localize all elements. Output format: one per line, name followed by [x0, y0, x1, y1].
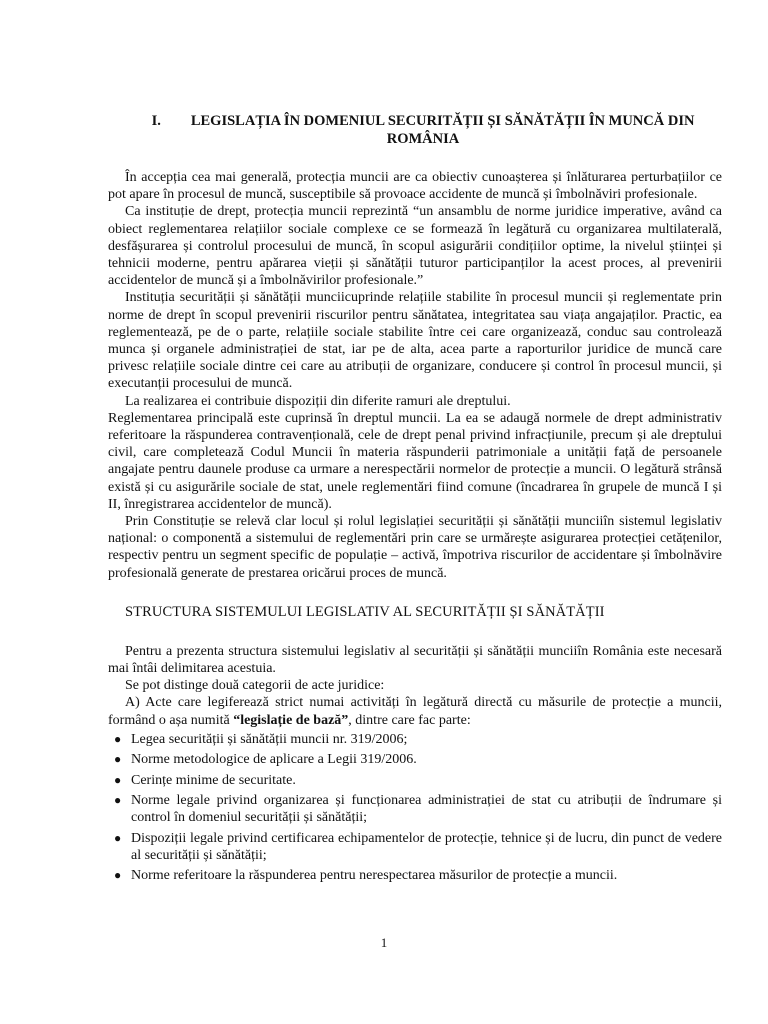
list-item-text: Norme referitoare la răspunderea pentru nerespectarea măsurilor de protecție a muncii. — [131, 868, 618, 884]
list-item-text: Norme legale privind organizarea și funcționarea administrației de stat cu atribuții de îndrumare și control în domeniul securității și sănătății; — [131, 793, 722, 826]
paragraph-structure: Pentru a prezenta structura sistemului legislativ al securității și sănătății munciiîn România este necesară mai întâi delimitarea acestuia. — [108, 643, 722, 677]
paragraph-categories: Se pot distinge două categorii de acte juridice: — [125, 678, 385, 694]
chapter-title-text: LEGISLAȚIA ÎN DOMENIUL SECURITĂȚII ȘI SĂNĂTĂȚII ÎN MUNCĂ DIN ROMÂNIA — [190, 113, 695, 147]
bullet-icon: ● — [114, 731, 122, 746]
category-a-bold-term: “legislație de bază” — [233, 712, 349, 728]
list-item-text: Norme metodologice de aplicare a Legii 319/2006. — [131, 752, 417, 768]
paragraph-institution: Instituția securității și sănătății munciicuprinde relațiile stabilite în procesul muncii și reglementate prin norme de drept în scopul prevenirii riscurilor pentru sănătatea, integritatea sau viața angajaților. Practic, ea reglementează, pe de o parte, relațiile sociale stabilite între cei care organizează, conduc sau controlează munca și organele administrației de stat, iar pe de alta, acea parte a raporturilor juridice de muncă care privesc relațiile sociale dintre cei care au atribuții de organizare, conducere și control în procesul muncii, și executanții procesului de muncă. — [108, 290, 722, 392]
list-item — [108, 830, 722, 864]
list-item-text: Legea securității și sănătății muncii nr. 319/2006; — [131, 731, 408, 747]
base-legislation-list — [108, 731, 722, 885]
bullet-icon: ● — [114, 772, 122, 787]
bullet-icon: ● — [114, 868, 122, 883]
paragraph-constitution: Prin Constituție se relevă clar locul și rolul legislației securității și sănătății munciiîn sistemul legislativ național: o componentă a sistemului de reglementări prin care se urmărește asigurarea protecției cetățenilor, respectiv pentru un segment specific de populație – activă, împotriva riscurilor de accidentare și îmbolnăvire profesională generate de prestarea oricărui proces de muncă. — [108, 514, 722, 581]
category-a-text: A) Acte care legiferează strict numai activități în legătură directă cu măsurile de protecție a muncii, formând o așa numită — [108, 695, 722, 728]
paragraph-intro: În accepția cea mai generală, protecția muncii are ca obiectiv cunoașterea și înlăturarea perturbațiilor ce pot apare în procesul de muncă, susceptibile să provoace accidente de muncă și îmbolnăviri profesionale. — [108, 170, 722, 203]
list-item — [108, 731, 722, 748]
chapter-title — [108, 112, 722, 148]
bullet-icon: ● — [114, 830, 122, 845]
list-item — [108, 792, 722, 826]
paragraph-contribution: La realizarea ei contribuie dispoziții din diferite ramuri ale dreptului. — [125, 393, 511, 409]
list-item — [108, 751, 722, 768]
paragraph-definition: Ca instituție de drept, protecția muncii reprezintă “un ansamblu de norme juridice imperative, având ca obiect reglementarea relațiilor sociale complexe ce se formează în legătură cu organizarea multilaterală, desfășurarea și controlul procesului de muncă, în scopul asigurării condițiilor optime, la nivelul științei și tehnicii moderne, pentru apărarea vieții și sănătății tuturor participanților la acest proces, al prevenirii accidentelor de muncă și a îmbolnăvirilor profesionale.” — [108, 204, 722, 289]
chapter-number: I. — [151, 113, 161, 129]
list-item-text: Dispoziții legale privind certificarea echipamentelor de protecție, tehnice și de lucru, din punct de vedere al securității și sănătății; — [131, 830, 722, 863]
page-number: 1 — [380, 935, 388, 950]
paragraph-category-a — [108, 694, 722, 728]
list-item — [108, 867, 722, 884]
bullet-icon: ● — [114, 752, 122, 767]
section-subtitle: STRUCTURA SISTEMULUI LEGISLATIV AL SECURITĂȚII ȘI SĂNĂTĂȚII — [125, 603, 605, 620]
document-page — [108, 112, 722, 888]
paragraph-regulation: Reglementarea principală este cuprinsă în dreptul muncii. La ea se adaugă normele de drept administrativ referitoare la răspunderea contravențională, cele de drept penal privind infracțiunile, precum și ale dreptului civil, care completează Codul Muncii în materia răspunderii patrimoniale a unității față de persoanele angajate pentru daunele produse ca urmare a nerespectării normelor de protecție a muncii. O legătură strânsă există și cu asigurările sociale de stat, unele reglementări fiind comune (încadrarea în grupele de muncă I și II, înregistrarea accidentelor de muncă). — [108, 410, 722, 512]
list-item — [108, 772, 722, 789]
category-a-tail: , dintre care fac parte: — [348, 712, 471, 728]
list-item-text: Cerințe minime de securitate. — [131, 772, 296, 788]
bullet-icon: ● — [114, 793, 122, 808]
